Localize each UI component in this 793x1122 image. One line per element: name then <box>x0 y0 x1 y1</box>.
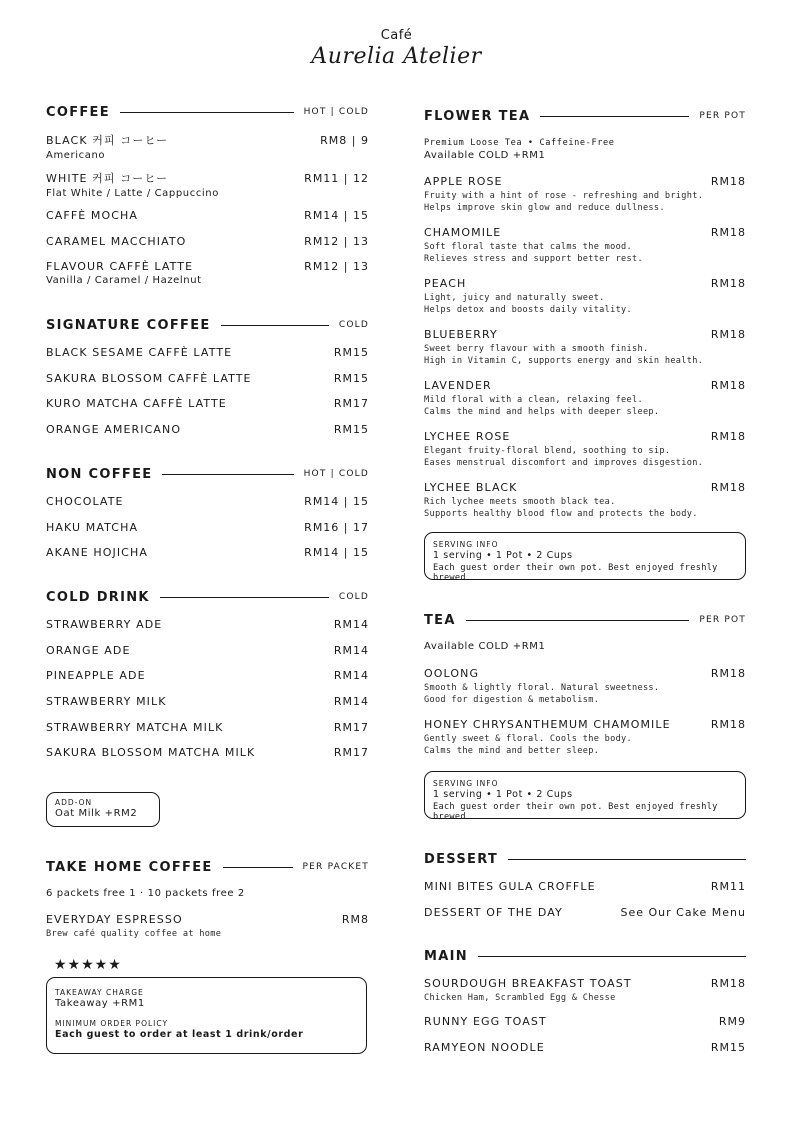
item-name: OOLONG <box>424 667 480 680</box>
section-header <box>46 859 369 875</box>
item-price: See Our Cake Menu <box>620 906 746 919</box>
serving-info-label: SERVING INFO <box>433 540 499 549</box>
item-name: BLACK SESAME CAFFÈ LATTE <box>46 346 233 359</box>
section-title: FLOWER TEA <box>424 108 531 124</box>
item-name: DESSERT OF THE DAY <box>424 906 563 919</box>
section-title: SIGNATURE COFFEE <box>46 317 211 333</box>
item-price: RM16 | 17 <box>304 521 369 534</box>
item-price: RM17 <box>333 397 369 410</box>
item-price: RM12 | 13 <box>304 260 369 273</box>
item-price: RM17 <box>333 721 369 734</box>
item-name: SAKURA BLOSSOM CAFFÈ LATTE <box>46 372 252 385</box>
item-price: RM18 <box>710 481 746 494</box>
menu-item <box>424 481 746 520</box>
menu-item <box>46 132 369 161</box>
signature-coffee-section <box>46 317 369 436</box>
menu-item <box>46 260 369 286</box>
item-price: RM18 <box>710 667 746 680</box>
item-name: RUNNY EGG TOAST <box>424 1015 547 1028</box>
menu-item <box>46 695 369 708</box>
addon-label: ADD-ON <box>55 798 93 807</box>
item-name: SOURDOUGH BREAKFAST TOAST <box>424 977 632 990</box>
item-name: CARAMEL MACCHIATO <box>46 235 187 248</box>
section-rule <box>223 867 293 868</box>
item-name: EVERYDAY ESPRESSO <box>46 913 183 926</box>
item-name: ORANGE ADE <box>46 644 131 657</box>
menu-item <box>424 906 746 919</box>
section-title: COFFEE <box>46 104 110 120</box>
main-section <box>424 948 746 1054</box>
item-price: RM14 <box>333 618 369 631</box>
item-name: WHITE 커피 コーヒー <box>46 172 169 185</box>
minimum-order-label: MINIMUM ORDER POLICY <box>55 1019 169 1028</box>
item-desc: Elegant fruity-floral blend, soothing to sip. Eases menstrual discomfort and improves disgestion. <box>424 446 704 468</box>
menu-item <box>46 669 369 682</box>
section-title: TEA <box>424 612 456 628</box>
addon-text: Oat Milk +RM2 <box>55 808 138 819</box>
item-name: STRAWBERRY MATCHA MILK <box>46 721 224 734</box>
section-header <box>424 851 746 867</box>
item-name: FLAVOUR CAFFÈ LATTE <box>46 260 194 273</box>
section-rule <box>162 474 293 475</box>
menu-item <box>424 430 746 469</box>
item-name: STRAWBERRY MILK <box>46 695 167 708</box>
menu-item <box>46 721 369 734</box>
item-price: RM14 <box>333 669 369 682</box>
item-name: CHAMOMILE <box>424 226 502 239</box>
tea-section <box>424 612 746 756</box>
item-name: BLUEBERRY <box>424 328 498 341</box>
section-header <box>46 317 369 333</box>
flower-tea-serving-box <box>424 532 746 583</box>
section-title: TAKE HOME COFFEE <box>46 859 213 875</box>
item-sub: Vanilla / Caramel / Hazelnut <box>46 275 202 286</box>
menu-item <box>46 521 369 534</box>
item-desc: Light, juicy and naturally sweet. Helps detox and boosts daily vitality. <box>424 293 633 315</box>
flower-tea-cold-note: Available COLD +RM1 <box>424 150 546 161</box>
tea-serving-box <box>424 771 746 822</box>
menu-item <box>46 346 369 359</box>
item-desc: Smooth & lightly floral. Natural sweetness. Good for digestion & metabolism. <box>424 683 660 705</box>
item-name: HONEY CHRYSANTHEMUM CHAMOMILE <box>424 718 671 731</box>
section-header <box>424 948 746 964</box>
item-name: BLACK 커피 コーヒー <box>46 134 169 147</box>
section-title: MAIN <box>424 948 468 964</box>
item-name: HAKU MATCHA <box>46 521 139 534</box>
flower-tea-note: Premium Loose Tea • Caffeine-Free <box>424 138 615 148</box>
item-price: RM18 <box>710 430 746 443</box>
menu-item <box>424 226 746 265</box>
menu-item <box>46 546 369 559</box>
section-title: NON COFFEE <box>46 466 153 482</box>
addon-box <box>46 792 160 827</box>
item-sub: Americano <box>46 150 106 161</box>
item-name: AKANE HOJICHA <box>46 546 148 559</box>
item-price: RM14 <box>333 695 369 708</box>
section-rule <box>120 112 294 113</box>
item-price: RM9 <box>718 1015 746 1028</box>
item-desc: Soft floral taste that calms the mood. Relieves stress and support better rest. <box>424 242 643 264</box>
item-name: STRAWBERRY ADE <box>46 618 163 631</box>
item-price: RM15 <box>333 372 369 385</box>
item-desc: Gently sweet & floral. Cools the body. Calms the mind and better sleep. <box>424 734 633 756</box>
coffee-section <box>46 104 369 286</box>
item-name: ORANGE AMERICANO <box>46 423 182 436</box>
take-home-note: 6 packets free 1 · 10 packets free 2 <box>46 888 245 899</box>
section-rule <box>508 859 746 860</box>
serving-info-text: Each guest order their own pot. Best enjoyed freshly brewed <box>433 802 718 822</box>
menu-item <box>424 175 746 214</box>
item-desc: Fruity with a hint of rose - refreshing and bright. Helps improve skin glow and reduce dullness. <box>424 191 704 213</box>
take-home-coffee-section <box>46 859 369 939</box>
section-tag: PER POT <box>699 111 746 121</box>
menu-item <box>46 423 369 436</box>
item-desc: Chicken Ham, Scrambled Egg & Chesse <box>424 993 616 1003</box>
menu-item <box>424 379 746 418</box>
item-name: CAFFÈ MOCHA <box>46 209 139 222</box>
section-tag: HOT | COLD <box>303 107 369 117</box>
item-desc: Brew café quality coffee at home <box>46 929 222 939</box>
flower-tea-section <box>424 108 746 519</box>
item-price: RM14 | 15 <box>304 546 369 559</box>
section-title: COLD DRINK <box>46 589 150 605</box>
item-price: RM18 <box>710 277 746 290</box>
menu-item <box>46 397 369 410</box>
section-title: DESSERT <box>424 851 499 867</box>
rating-stars-icon: ★★★★★ <box>54 957 122 973</box>
menu-item <box>424 667 746 706</box>
takeaway-policy-box <box>46 977 367 1054</box>
menu-item <box>46 170 369 199</box>
brand-cafe-label: Café <box>380 28 413 43</box>
item-name: MINI BITES GULA CROFFLE <box>424 880 596 893</box>
tea-cold-note: Available COLD +RM1 <box>424 641 546 652</box>
serving-info-text: Each guest order their own pot. Best enjoyed freshly brewed <box>433 563 718 583</box>
section-rule <box>478 956 746 957</box>
serving-info-label: SERVING INFO <box>433 779 499 788</box>
section-rule <box>221 325 329 326</box>
item-price: RM14 | 15 <box>304 209 369 222</box>
minimum-order-text: Each guest to order at least 1 drink/order <box>55 1029 304 1040</box>
section-tag: PER PACKET <box>302 862 369 872</box>
menu-item <box>46 372 369 385</box>
item-price: RM17 <box>333 746 369 759</box>
item-price: RM18 <box>710 379 746 392</box>
section-rule <box>160 597 329 598</box>
item-price: RM11 <box>710 880 746 893</box>
section-rule <box>540 116 689 117</box>
item-price: RM18 <box>710 226 746 239</box>
item-name: CHOCOLATE <box>46 495 124 508</box>
section-header <box>424 108 746 124</box>
non-coffee-section <box>46 466 369 559</box>
cold-drink-section <box>46 589 369 759</box>
section-tag: COLD <box>338 592 369 602</box>
menu-item <box>46 209 369 222</box>
menu-item <box>46 913 369 941</box>
section-rule <box>466 620 690 621</box>
menu-item <box>424 277 746 316</box>
section-header <box>46 104 369 120</box>
section-header <box>46 589 369 605</box>
section-header <box>424 612 746 628</box>
menu-item <box>424 718 746 757</box>
takeaway-charge-label: TAKEAWAY CHARGE <box>55 988 144 997</box>
menu-item <box>424 1041 746 1054</box>
item-name: LYCHEE ROSE <box>424 430 511 443</box>
section-header <box>46 466 369 482</box>
serving-info-main: 1 serving • 1 Pot • 2 Cups <box>433 550 573 561</box>
item-price: RM14 | 15 <box>304 495 369 508</box>
item-price: RM15 <box>333 423 369 436</box>
item-name: LAVENDER <box>424 379 492 392</box>
item-price: RM8 | 9 <box>320 134 369 147</box>
menu-item <box>46 746 369 759</box>
item-sub: Flat White / Latte / Cappuccino <box>46 188 219 199</box>
item-desc: Sweet berry flavour with a smooth finish. High in Vitamin C, supports energy and skin health. <box>424 344 704 366</box>
item-name: RAMYEON NOODLE <box>424 1041 545 1054</box>
section-tag: HOT | COLD <box>303 469 369 479</box>
menu-item <box>46 618 369 631</box>
dessert-section <box>424 851 746 919</box>
item-desc: Mild floral with a clean, relaxing feel. Calms the mind and helps with deeper sleep. <box>424 395 660 417</box>
menu-item <box>424 328 746 367</box>
item-price: RM15 <box>710 1041 746 1054</box>
serving-info-main: 1 serving • 1 Pot • 2 Cups <box>433 789 573 800</box>
item-name: LYCHEE BLACK <box>424 481 518 494</box>
item-name: PINEAPPLE ADE <box>46 669 146 682</box>
item-price: RM12 | 13 <box>304 235 369 248</box>
takeaway-charge-text: Takeaway +RM1 <box>55 998 145 1009</box>
item-name: KURO MATCHA CAFFÈ LATTE <box>46 397 227 410</box>
section-tag: PER POT <box>699 615 746 625</box>
item-price: RM11 | 12 <box>304 172 369 185</box>
item-desc: Rich lychee meets smooth black tea. Supports healthy blood flow and protects the body. <box>424 497 698 519</box>
item-price: RM8 <box>341 913 369 926</box>
item-price: RM18 <box>710 328 746 341</box>
item-price: RM14 <box>333 644 369 657</box>
menu-item <box>46 495 369 508</box>
menu-item <box>424 977 746 1005</box>
item-price: RM18 <box>710 977 746 990</box>
menu-item <box>46 644 369 657</box>
section-tag: COLD <box>338 320 369 330</box>
menu-item <box>46 235 369 248</box>
menu-item <box>424 1015 746 1028</box>
item-price: RM18 <box>710 175 746 188</box>
item-name: PEACH <box>424 277 467 290</box>
item-name: SAKURA BLOSSOM MATCHA MILK <box>46 746 256 759</box>
item-name: APPLE ROSE <box>424 175 503 188</box>
menu-item <box>424 880 746 893</box>
brand-name: Aurelia Atelier <box>311 44 482 69</box>
item-price: RM15 <box>333 346 369 359</box>
item-price: RM18 <box>710 718 746 731</box>
